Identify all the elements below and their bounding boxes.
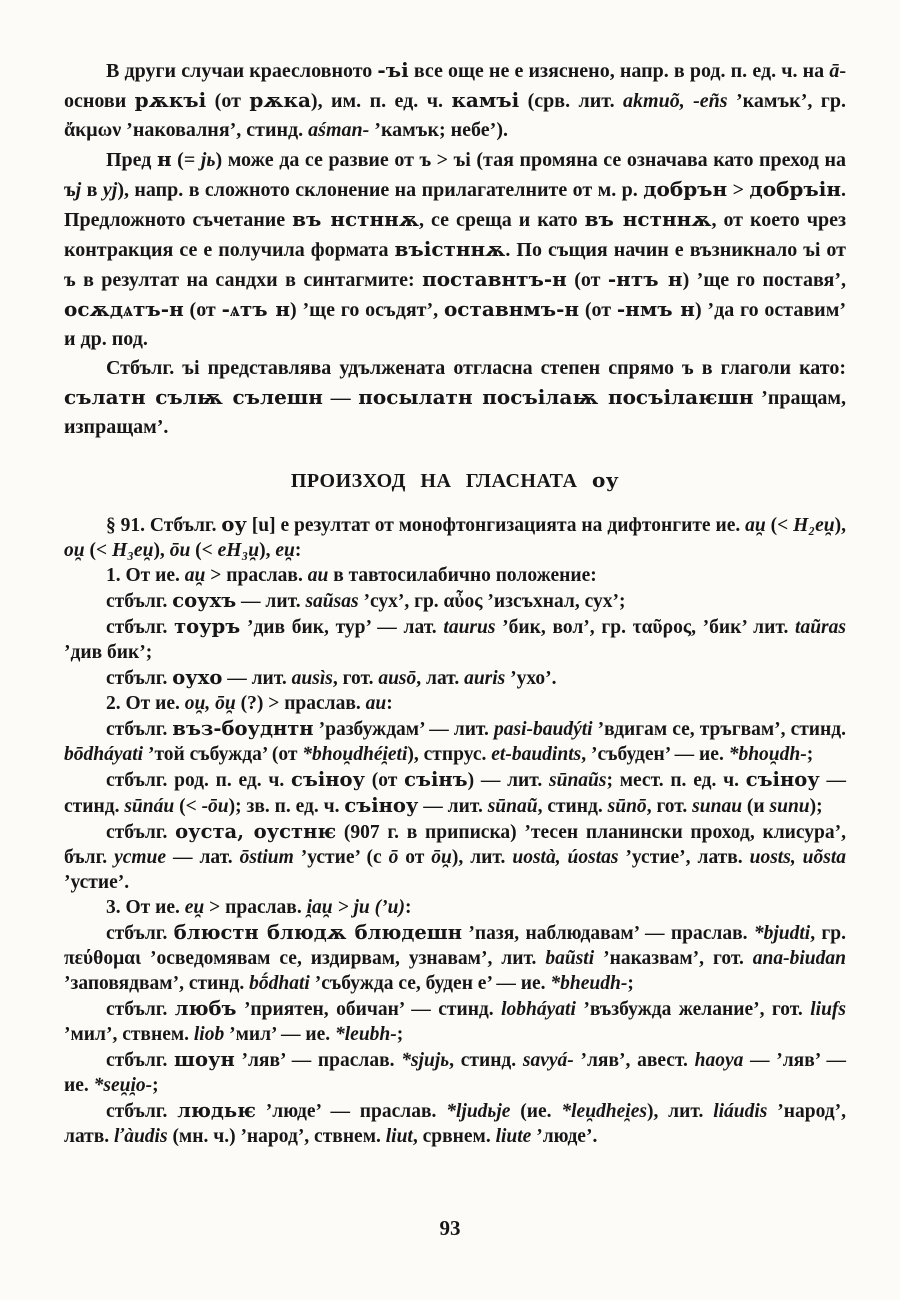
old-cyrillic-word: въістннѫ (394, 237, 506, 261)
body-text: § 91. Стбълг. (106, 515, 222, 536)
body-text: — стинд. (64, 770, 846, 817)
old-cyrillic-word: добръін (749, 177, 841, 201)
body-text: ’устие’. (64, 872, 130, 893)
body-text: ’мил’ — ие. (224, 1024, 335, 1045)
body-text: ’вдигам се, тръгвам’, стинд. (592, 719, 847, 740)
body-text: > праслав. (204, 897, 307, 918)
body-text: (= (171, 149, 201, 171)
body-text: ’камък; небе’). (369, 119, 508, 141)
body-text: -основи (64, 60, 846, 112)
body-text: ’ляв’ — праслав. (234, 1050, 402, 1071)
item-1 (64, 563, 846, 588)
italic-term: ana-biudan (752, 948, 846, 969)
body-text: : (386, 693, 393, 714)
item-2 (64, 691, 846, 716)
body-text: (907 г. в приписка) ’тесен планински проход, клисура’, бълг. (64, 822, 846, 868)
old-cyrillic-word: -ѧтъ н (221, 297, 291, 321)
body-text: ПРОИЗХОД НА ГЛАСНАТА (290, 470, 592, 492)
italic-term: et-baudints (491, 744, 582, 765)
pred-i-paragraph (64, 145, 846, 354)
old-cyrillic-word: людьѥ (177, 1099, 256, 1122)
italic-term: liut (385, 1126, 413, 1147)
italic-term: -ōu (201, 796, 229, 817)
body-text: ’разбуждам’ — лит. (313, 719, 494, 740)
body-text: ’той събужда’ (от (143, 744, 303, 765)
body-text: (< (84, 540, 112, 561)
body-text: ; (806, 744, 814, 765)
italic-term: akmuõ, -eñs (623, 90, 728, 112)
body-text: ’приятен, обичан’ — стинд. (236, 999, 502, 1020)
italic-term: uostà, úostas (512, 847, 619, 868)
body-text: Пред (106, 149, 157, 171)
old-cyrillic-word: въ нстннѫ (584, 207, 712, 231)
italic-term: *bheudh- (550, 973, 628, 994)
italic-term: sūnaũs (549, 770, 607, 791)
body-text: ’устие’ (с (293, 847, 389, 868)
body-text: ’пращам, изпращам’. (64, 387, 846, 438)
body-text: стбълг. (106, 719, 173, 740)
body-text: . Предложното съчетание (64, 179, 846, 231)
italic-term: liufs (810, 999, 846, 1020)
body-text: > праслав. (205, 565, 308, 586)
page-number: 93 (439, 1216, 461, 1240)
italic-term: sūnō (607, 796, 647, 817)
section-heading (64, 466, 846, 496)
entry-ljudije (64, 1098, 846, 1149)
body-text: , лат. (416, 668, 465, 689)
body-text: (от (206, 90, 250, 112)
body-text: : (294, 540, 302, 561)
body-text: (ие. (510, 1101, 562, 1122)
body-text: Стбълг. ъі представлява удължената отгласна степен спрямо ъ в глаголи като: (106, 357, 846, 379)
italic-term: eH₃u̯ (217, 540, 260, 561)
italic-term: устие (114, 847, 167, 868)
body-text: , стинд. (537, 796, 608, 817)
italic-term: H₂eu̯ (793, 515, 835, 536)
italic-term: pasi-baudýti (493, 719, 593, 740)
body-text: стбълг. (106, 668, 173, 689)
old-cyrillic-word: поставнтъ-н (422, 267, 567, 291)
italic-term: bṓdhati (249, 973, 310, 994)
body-text: ’люде’ — праслав. (255, 1101, 447, 1122)
body-text: , от което чрез контракция се е получила формата (64, 209, 847, 261)
old-cyrillic-word: -нтъ н (607, 267, 683, 291)
italic-term: eu̯ (275, 540, 295, 561)
body-text: — лит. (418, 796, 488, 817)
body-text: , ’събуден’ — ие. (581, 744, 729, 765)
italic-term: haoya (694, 1050, 744, 1071)
body-text: ; (396, 1024, 404, 1045)
old-cyrillic-word: въз-боуднтн (172, 717, 314, 740)
body-text: (от (566, 269, 608, 291)
old-cyrillic-word: н (156, 147, 172, 171)
italic-term: au (365, 693, 387, 714)
italic-term: *bhou̯dh- (728, 744, 807, 765)
body-text: ), (834, 515, 846, 536)
italic-term: *leu̯dhei̯es (561, 1101, 647, 1122)
body-text: ’бик, вол’, гр. ταῦρος, ’бик’ лит. (495, 617, 796, 638)
italic-term: ou̯, ōu̯ (184, 693, 236, 714)
body-text: стбълг. род. п. ед. ч. (106, 770, 292, 791)
body-text: все още не е изяснено, напр. в род. п. ед. ч. на (408, 60, 830, 82)
body-text: в (81, 179, 103, 201)
paragraph-91 (64, 512, 846, 563)
body-text: > (727, 179, 750, 201)
body-text: (< (765, 515, 794, 536)
body-text: ), напр. в сложното склонение на прилагателните от м. р. (117, 179, 644, 201)
italic-term: ausìs (291, 668, 333, 689)
body-text: (от (365, 770, 405, 791)
body-text: — ’ляв’ — ие. (64, 1050, 847, 1096)
body-text: ) ’ще го осъдят’, (290, 299, 444, 321)
body-text: 3. От ие. (106, 897, 185, 918)
italic-term: bōdháyati (64, 744, 144, 765)
italic-term: *ljudьje (446, 1101, 511, 1122)
body-text: ’заповядвам’, стинд. (64, 973, 250, 994)
italic-term: i̯au̯ > ju (’u) (306, 897, 405, 918)
old-cyrillic-word: съінъ (404, 768, 468, 791)
italic-term: *bjudti (753, 923, 811, 944)
old-cyrillic-word: оу (221, 513, 247, 536)
entry-uho (64, 665, 846, 691)
italic-term: yj (102, 179, 118, 201)
body-text: от (398, 847, 432, 868)
old-cyrillic-word: блюстн блюдѫ блюдешн (173, 921, 463, 944)
old-cyrillic-word: въ нстннѫ (292, 207, 420, 231)
old-cyrillic-word: осѫдѧтъ-н (64, 297, 184, 321)
body-text: — лит. (222, 668, 292, 689)
italic-term: liob (193, 1024, 225, 1045)
old-cyrillic-word: рѫкъі (134, 88, 207, 112)
italic-term: ōstium (239, 847, 294, 868)
italic-term: uosts, uõsta (749, 847, 846, 868)
entry-turu (64, 614, 846, 665)
body-text: ’събужда се, буден е’ — ие. (309, 973, 551, 994)
body-text: , гр. πεύθομαι ’осведомявам се, издирвам, узнавам’, лит. (64, 923, 847, 969)
entry-vuzbuditi (64, 716, 846, 767)
italic-term: ō (388, 847, 399, 868)
italic-term: au̯ (184, 565, 206, 586)
body-text: ; мест. п. ед. ч. (606, 770, 746, 791)
body-text: ’див бик, тур’ — лат. (240, 617, 444, 638)
body-text: ’мил’, ствнем. (64, 1024, 194, 1045)
body-text: , гот. (332, 668, 379, 689)
body-text: ), лит. (451, 847, 513, 868)
old-cyrillic-word: добрън (643, 177, 728, 201)
body-text: ) ’ще го поставя’, (682, 269, 846, 291)
body-text: ’камък’, гр. ἄκμων ’наковалня’, стинд. (64, 90, 847, 141)
italic-term: *leubh- (335, 1024, 397, 1045)
body-text: : (404, 897, 412, 918)
italic-term: auris (464, 668, 506, 689)
italic-term: H₃eu̯ (111, 540, 154, 561)
old-cyrillic-word: -ъі (377, 58, 409, 82)
body-text: стбълг. (106, 822, 176, 843)
old-cyrillic-word: посылатн посъілаѭ посъілаѥшн (358, 385, 754, 409)
body-text: (мн. ч.) ’народ’, ствнем. (167, 1126, 386, 1147)
old-cyrillic-word: тоуръ (174, 615, 241, 638)
italic-term: eu̯ (184, 897, 205, 918)
italic-term: liáudis (713, 1101, 768, 1122)
body-text: ), (259, 540, 276, 561)
body-text: ’люде’. (531, 1126, 598, 1147)
body-text: (от (579, 299, 617, 321)
body-text: (< (174, 796, 202, 817)
body-text: стбълг. (106, 591, 173, 612)
body-text: ), стпрус. (407, 744, 492, 765)
body-text: (от (183, 299, 222, 321)
italic-term: ā (829, 60, 840, 82)
body-text: стбълг. (106, 923, 174, 944)
italic-term: ōu̯ (431, 847, 452, 868)
body-text: ); (809, 796, 823, 817)
italic-term: sūnáu (124, 796, 175, 817)
body-text: ) ’да го оставим’ и др. под. (64, 299, 846, 350)
entry-usta (64, 819, 846, 895)
body-text: ’пазя, наблюдавам’ — праслав. (462, 923, 754, 944)
entry-synu (64, 767, 846, 819)
italic-term: ōu (169, 540, 191, 561)
body-text: ’народ’, латв. (64, 1101, 846, 1147)
italic-term: taũras (795, 617, 846, 638)
italic-term: savyá- (522, 1050, 574, 1071)
body-text: (и (742, 796, 770, 817)
italic-term: sunau (692, 796, 743, 817)
italic-term: saũsas (305, 591, 359, 612)
body-text: , гот. (646, 796, 693, 817)
body-text: ’устие’, латв. (618, 847, 750, 868)
old-cyrillic-word: оуста, оустнѥ (175, 820, 337, 843)
body-text: — лат. (166, 847, 240, 868)
body-text: — лит. (236, 591, 306, 612)
body-text: стбълг. (106, 999, 175, 1020)
body-text: (< (190, 540, 218, 561)
body-text: стбълг. (106, 1101, 178, 1122)
body-text: [u] е резултат от монофтонгизацията на дифтонгите ие. (246, 515, 746, 536)
italic-term: baũsti (545, 948, 595, 969)
old-cyrillic-word: любъ (174, 997, 237, 1020)
italic-term: ausō (378, 668, 417, 689)
italic-term: ľàudis (114, 1126, 168, 1147)
body-text: , се среща и като (419, 209, 585, 231)
body-text: . По същия начин е възникнало ъі от ъ в резултат на сандхи в синтагмите: (64, 239, 846, 291)
body-text: ; (152, 1075, 159, 1096)
old-cyrillic-word: оу (591, 468, 620, 492)
intro-paragraph (64, 56, 846, 145)
body-text: ’ухо’. (505, 668, 557, 689)
entry-shui (64, 1047, 846, 1098)
body-text: ’див бик’; (64, 642, 153, 663)
body-text: 1. От ие. (106, 565, 185, 586)
entry-suhu (64, 588, 846, 614)
body-text: ’възбужда желание’, гот. (575, 999, 811, 1020)
body-text: (срв. лит. (519, 90, 624, 112)
body-text: ), им. п. ед. ч. (310, 90, 452, 112)
body-text: (?) > праслав. (235, 693, 366, 714)
italic-term: aśman- (308, 119, 370, 141)
old-cyrillic-word: шоун (174, 1048, 235, 1071)
item-3 (64, 895, 846, 920)
body-text: ), лит. (646, 1101, 714, 1122)
italic-term: au (307, 565, 329, 586)
body-text: стбълг. (106, 1050, 175, 1071)
italic-term: taurus (443, 617, 496, 638)
old-cyrillic-word: оухо (172, 666, 223, 689)
italic-term: liute (495, 1126, 532, 1147)
body-text: ; (627, 973, 634, 994)
italic-term: *seu̯i̯o- (93, 1075, 153, 1096)
italic-term: *sjujь (401, 1050, 450, 1071)
body-text: ); зв. п. ед. ч. (228, 796, 345, 817)
page-text-block (64, 56, 846, 1149)
body-text: ’ляв’, авест. (573, 1050, 695, 1071)
italic-term: j (75, 179, 82, 201)
old-cyrillic-word: съіноу (745, 768, 820, 791)
body-text: , срвнем. (412, 1126, 496, 1147)
entry-bljusti (64, 920, 846, 996)
body-text: ) може да се развие от ъ > ъі (тая промяна се означава като преход на ъ (64, 149, 846, 201)
body-text: — (322, 387, 359, 409)
body-text: ’сух’, гр. αὖος ’изсъхнал, сух’; (358, 591, 626, 612)
body-text: ’наказвам’, гот. (594, 948, 753, 969)
body-text: ), (153, 540, 170, 561)
old-cyrillic-word: рѫка (249, 88, 311, 112)
body-text: ) — лит. (467, 770, 550, 791)
entry-ljubu (64, 996, 846, 1047)
old-cyrillic-word: сълатн сълѭ сълешн (64, 385, 323, 409)
italic-term: au̯ (745, 515, 766, 536)
old-cyrillic-word: оставнмъ-н (443, 297, 580, 321)
old-cyrillic-word: съіноу (344, 794, 419, 817)
ablaut-paragraph (64, 354, 846, 442)
italic-term: *bhou̯dhéi̯eti (302, 744, 408, 765)
italic-term: jь (200, 149, 216, 171)
old-cyrillic-word: -нмъ н (616, 297, 695, 321)
body-text: , стинд. (449, 1050, 523, 1071)
body-text: 2. От ие. (106, 693, 185, 714)
old-cyrillic-word: соухъ (172, 589, 237, 612)
italic-term: lobháyati (501, 999, 576, 1020)
old-cyrillic-word: съіноу (291, 768, 366, 791)
body-text: в тавтосилабично положение: (328, 565, 597, 586)
italic-term: sūnaũ (487, 796, 538, 817)
body-text: В други случаи краесловното (106, 60, 378, 82)
italic-term: ou̯ (64, 540, 85, 561)
old-cyrillic-word: камъі (451, 88, 520, 112)
body-text: стбълг. (106, 617, 175, 638)
italic-term: sunu (769, 796, 810, 817)
